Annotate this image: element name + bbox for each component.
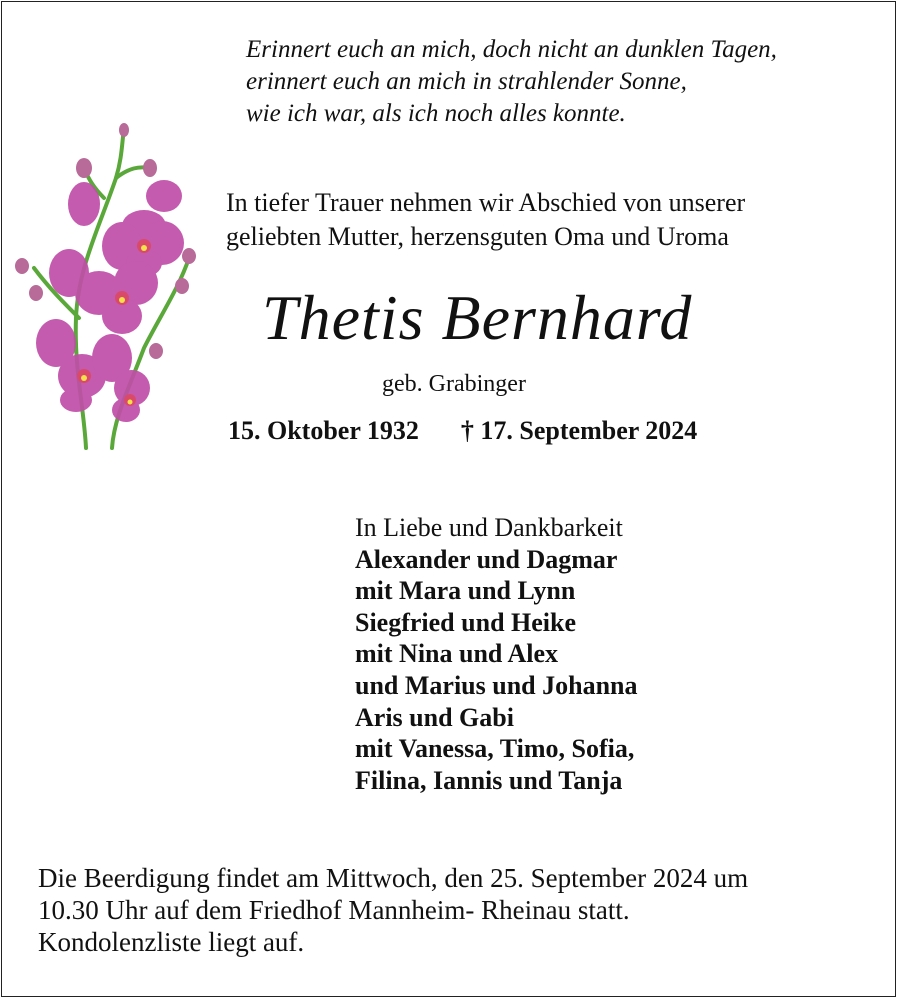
deceased-name: Thetis Bernhard — [262, 282, 693, 353]
mourners-heading: In Liebe und Dankbarkeit — [355, 513, 623, 542]
mourner-line: Siegfried und Heike — [355, 607, 577, 637]
birth-name: geb. Grabinger — [382, 371, 526, 397]
mourner-line: mit Nina und Alex — [355, 639, 558, 669]
birth-date: 15. Oktober 1932 — [228, 416, 419, 445]
memorial-poem — [246, 34, 777, 130]
intro-line: In tiefer Trauer nehmen wir Abschied von unserer — [226, 188, 746, 217]
poem-line: wie ich war, als ich noch alles konnte. — [246, 100, 626, 127]
mourner-line: mit Vanessa, Timo, Sofia, — [355, 734, 635, 764]
mourner-line: Alexander und Dagmar — [355, 544, 618, 574]
funeral-line: Die Beerdigung findet am Mittwoch, den 25. September 2024 um — [38, 863, 749, 893]
mourner-line: Filina, Iannis und Tanja — [355, 765, 623, 795]
intro-text — [226, 186, 745, 254]
death-date: † 17. September 2024 — [460, 416, 698, 445]
mourner-line: und Marius und Johanna — [355, 670, 638, 700]
mourner-line: mit Mara und Lynn — [355, 576, 576, 606]
funeral-info — [38, 862, 748, 958]
mourner-line: Aris und Gabi — [355, 702, 514, 732]
orchid-flower-icon — [4, 118, 214, 450]
life-dates — [228, 416, 697, 446]
poem-line: erinnert euch an mich in strahlender Sonne, — [246, 68, 687, 95]
funeral-line: Kondolenzliste liegt auf. — [38, 927, 305, 957]
funeral-line: 10.30 Uhr auf dem Friedhof Mannheim- Rheinau statt. — [38, 895, 630, 925]
mourners-list — [355, 512, 638, 796]
poem-line: Erinnert euch an mich, doch nicht an dunklen Tagen, — [246, 36, 777, 63]
intro-line: geliebten Mutter, herzensguten Oma und Uroma — [226, 222, 729, 251]
